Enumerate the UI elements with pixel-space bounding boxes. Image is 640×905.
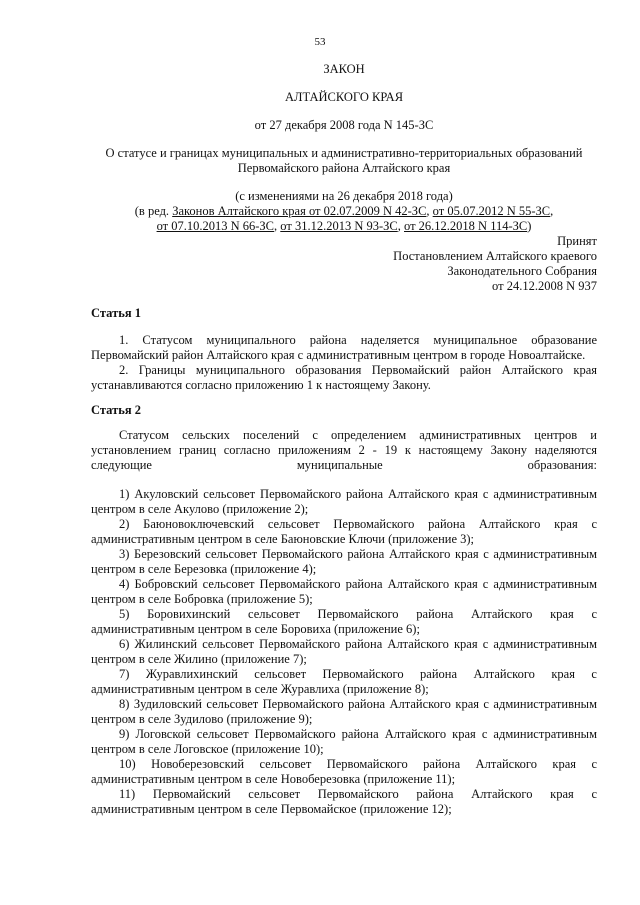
edition-sep: , <box>274 219 281 233</box>
law-title: ЗАКОН <box>323 62 365 76</box>
law-subject-line-1: О статусе и границах муниципальных и административно-территориальных образований <box>105 146 583 160</box>
edition-prefix: (в ред. <box>134 204 170 218</box>
article-1-paragraph-1: 1. Статусом муниципального района наделяется муниципальное образование Первомайский район Алтайского края с административным центром в городе Новоалтайске. <box>91 333 597 362</box>
list-item: 8) Зудиловский сельсовет Первомайского района Алтайского края с административным центром в селе Зудилово (приложение 9); <box>91 697 597 726</box>
article-1-heading: Статья 1 <box>91 306 141 320</box>
edition-link-1[interactable]: Законов Алтайского края от 02.07.2009 N 42-ЗС <box>172 204 427 218</box>
list-item: 2) Баюновоключевский сельсовет Первомайского района Алтайского края с административным центром в селе Баюновские Ключи (приложение 3); <box>91 517 597 546</box>
accepted-line: Законодательного Собрания <box>447 264 597 278</box>
list-item: 11) Первомайский сельсовет Первомайского района Алтайского края с административным центром в селе Первомайское (приложение 12); <box>91 787 597 816</box>
law-subject-line-2: Первомайского района Алтайского края <box>237 161 451 175</box>
list-item: 6) Жилинский сельсовет Первомайского района Алтайского края с административным центром в селе Жилино (приложение 7); <box>91 637 597 666</box>
list-item: 3) Березовский сельсовет Первомайского района Алтайского края с административным центром в селе Березовка (приложение 4); <box>91 547 597 576</box>
edition-sep: , <box>550 204 554 218</box>
accepted-line: Постановлением Алтайского краевого <box>393 249 597 263</box>
list-item: 7) Журавлихинский сельсовет Первомайского района Алтайского края с административным центром в селе Журавлиха (приложение 8); <box>91 667 597 696</box>
edition-link-3[interactable]: от 07.10.2013 N 66-ЗС <box>156 219 275 233</box>
list-item: 4) Бобровский сельсовет Первомайского района Алтайского края с административным центром в селе Бобровка (приложение 5); <box>91 577 597 606</box>
law-region: АЛТАЙСКОГО КРАЯ <box>284 90 404 104</box>
edition-sep: , <box>397 219 404 233</box>
accepted-line: Принят <box>557 234 597 248</box>
article-2-heading: Статья 2 <box>91 403 141 417</box>
edition-suffix: ) <box>527 219 532 233</box>
edition-note <box>91 204 597 234</box>
list-item: 9) Логовской сельсовет Первомайского района Алтайского края с административным центром в селе Логовское (приложение 10); <box>91 727 597 756</box>
article-1-paragraph-2: 2. Границы муниципального образования Первомайский район Алтайского края устанавливаются согласно приложению 1 к настоящему Закону. <box>91 363 597 392</box>
accepted-line: от 24.12.2008 N 937 <box>492 279 597 293</box>
list-item: 5) Боровихинский сельсовет Первомайского района Алтайского края с административным центром в селе Боровиха (приложение 6); <box>91 607 597 636</box>
list-item: 1) Акуловский сельсовет Первомайского района Алтайского края с административным центром в селе Акулово (приложение 2); <box>91 487 597 516</box>
edition-link-2[interactable]: от 05.07.2012 N 55-ЗС <box>432 204 551 218</box>
list-item: 10) Новоберезовский сельсовет Первомайского района Алтайского края с административным центром в селе Новоберезовка (приложение 11); <box>91 757 597 786</box>
article-2-intro: Статусом сельских поселений с определением административных центров и установлением границ согласно приложениям 2 - 19 к настоящему Закону наделяются следующие муниципальные образования: <box>91 428 597 472</box>
edition-link-4[interactable]: от 31.12.2013 N 93-ЗС <box>280 219 398 233</box>
law-date: от 27 декабря 2008 года N 145-ЗС <box>254 118 434 132</box>
changes-note: (с изменениями на 26 декабря 2018 года) <box>235 189 453 203</box>
accepted-block <box>91 234 597 294</box>
page-number: 53 <box>314 36 326 48</box>
edition-link-5[interactable]: от 26.12.2018 N 114-ЗС <box>404 219 528 233</box>
edition-sep: , <box>426 204 433 218</box>
